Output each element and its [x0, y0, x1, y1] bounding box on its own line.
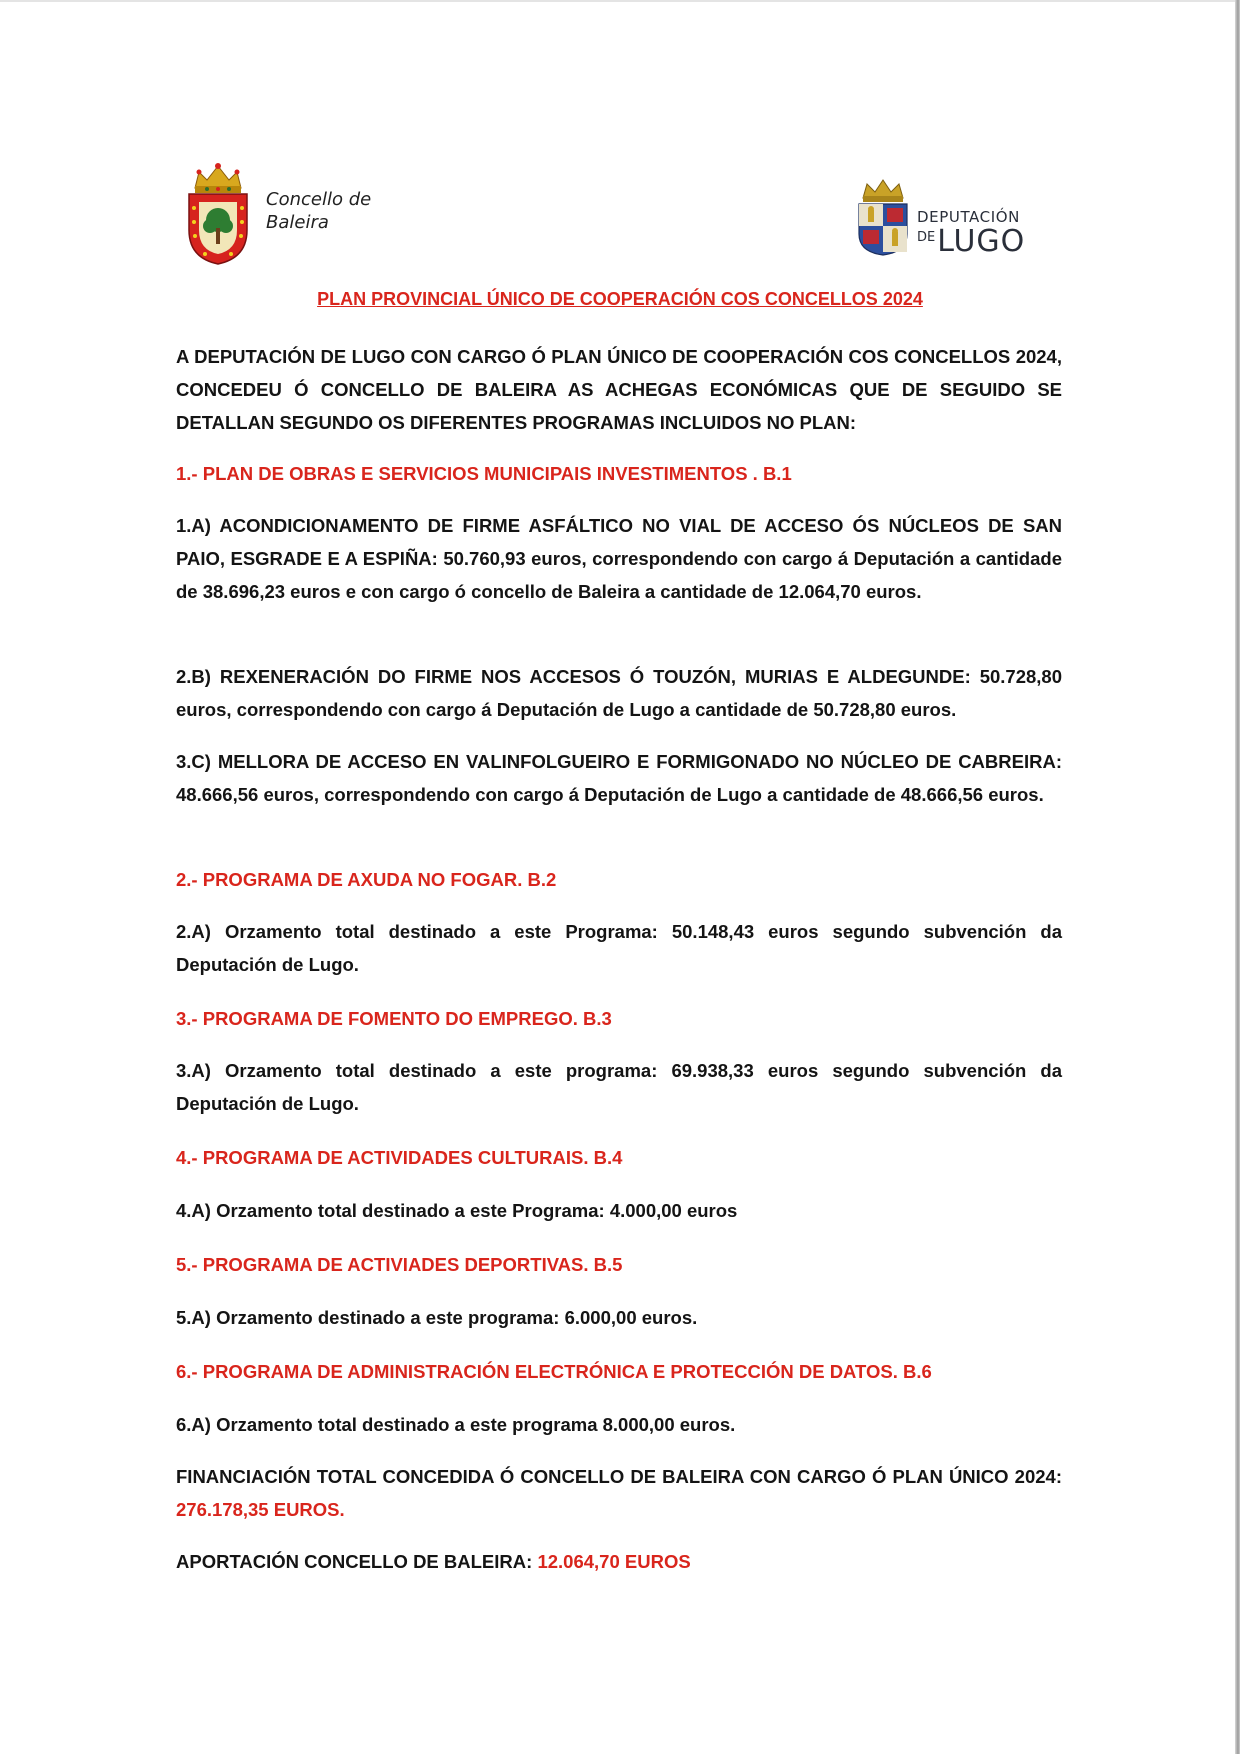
lugo-coat-of-arms-icon — [855, 176, 911, 256]
section-1-item-c: 3.C) MELLORA DE ACCESO EN VALINFOLGUEIRO E FORMIGONADO NO NÚCLEO DE CABREIRA: 48.666,56 euros, correspondendo con cargo á Deputación de Lugo a cantidade de 48.666,56 euros. — [176, 751, 1062, 805]
section-heading-6: 6.- PROGRAMA DE ADMINISTRACIÓN ELECTRÓNICA E PROTECCIÓN DE DATOS. B.6 — [176, 1361, 932, 1382]
lugo-word: LUGO — [937, 224, 1026, 259]
section-1-item-a: 1.A) ACONDICIONAMENTO DE FIRME ASFÁLTICO NO VIAL DE ACCESO ÓS NÚCLEOS DE SAN PAIO, ESGRADE E A ESPIÑA: 50.760,93 euros, correspondendo con cargo á Deputación a cantidade de 38.696,23 euros e con cargo ó concello de Baleira a cantidade de 12.064,70 euros. — [176, 515, 1062, 602]
concello-name — [266, 188, 371, 234]
document-title: PLAN PROVINCIAL ÚNICO DE COOPERACIÓN COS CONCELLOS 2024 — [317, 289, 923, 309]
total-financing — [176, 1460, 1062, 1526]
section-heading-2: 2.- PROGRAMA DE AXUDA NO FOGAR. B.2 — [176, 869, 557, 890]
section-heading-3: 3.- PROGRAMA DE FOMENTO DO EMPREGO. B.3 — [176, 1008, 612, 1029]
deputacion-word: DEPUTACIÓN — [917, 208, 1020, 226]
section-heading-1: 1.- PLAN DE OBRAS E SERVICIOS MUNICIPAIS INVESTIMENTOS . B.1 — [176, 463, 792, 484]
concello-contribution — [176, 1545, 1062, 1578]
total-financing-label: FINANCIACIÓN TOTAL CONCEDIDA Ó CONCELLO DE BALEIRA CON CARGO Ó PLAN ÚNICO 2024: — [176, 1466, 1062, 1487]
section-heading-4: 4.- PROGRAMA DE ACTIVIDADES CULTURAIS. B.4 — [176, 1147, 623, 1168]
section-6-item-a: 6.A) Orzamento total destinado a este programa 8.000,00 euros. — [176, 1414, 736, 1435]
contribution-label: APORTACIÓN CONCELLO DE BALEIRA: — [176, 1551, 533, 1572]
total-financing-value: 276.178,35 EUROS. — [176, 1499, 345, 1520]
section-4-item-a: 4.A) Orzamento total destinado a este Programa: 4.000,00 euros — [176, 1200, 738, 1221]
intro-paragraph: A DEPUTACIÓN DE LUGO CON CARGO Ó PLAN ÚNICO DE COOPERACIÓN COS CONCELLOS 2024, CONCEDEU Ó CONCELLO DE BALEIRA AS ACHEGAS ECONÓMICAS QUE DE SEGUIDO SE DETALLAN SEGUNDO OS DIFERENTES PROGRAMAS INCLUIDOS NO PLAN: — [176, 346, 1062, 433]
section-2-item-a: 2.A) Orzamento total destinado a este Programa: 50.148,43 euros segundo subvención da Deputación de Lugo. — [176, 921, 1062, 975]
section-5-item-a: 5.A) Orzamento destinado a este programa: 6.000,00 euros. — [176, 1307, 698, 1328]
section-heading-5: 5.- PROGRAMA DE ACTIVIADES DEPORTIVAS. B.5 — [176, 1254, 623, 1275]
de-lugo-wordmark — [917, 224, 1025, 259]
contribution-value: 12.064,70 EUROS — [537, 1551, 691, 1572]
baleira-coat-of-arms-icon — [185, 158, 251, 266]
concello-line-2: Baleira — [266, 212, 329, 233]
section-1-item-b: 2.B) REXENERACIÓN DO FIRME NOS ACCESOS Ó TOUZÓN, MURIAS E ALDEGUNDE: 50.728,80 euros, correspondendo con cargo á Deputación de Lugo a cantidade de 50.728,80 euros. — [176, 666, 1062, 720]
de-word: DE — [917, 230, 936, 245]
concello-line-1: Concello de — [266, 189, 372, 210]
scan-right-edge — [1235, 0, 1240, 1754]
scan-top-line — [0, 0, 1240, 2]
section-3-item-a: 3.A) Orzamento total destinado a este programa: 69.938,33 euros segundo subvención da Deputación de Lugo. — [176, 1060, 1062, 1114]
